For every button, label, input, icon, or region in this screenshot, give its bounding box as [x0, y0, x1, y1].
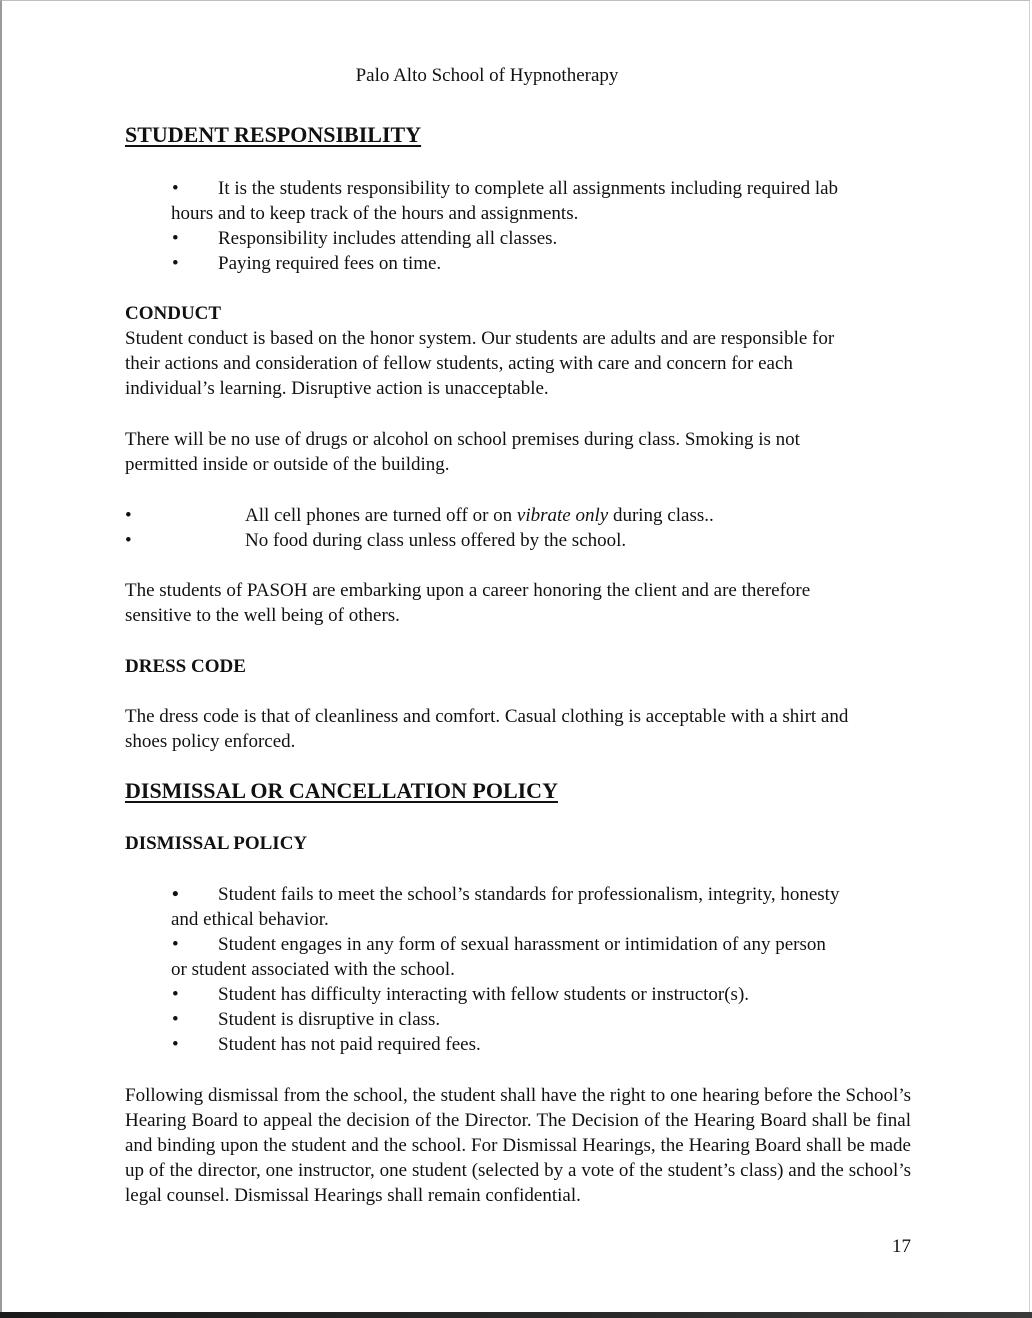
- cell-phone-rule-end: during class..: [608, 505, 714, 526]
- dismissal-item-5: Student has not paid required fees.: [218, 1034, 481, 1055]
- dismissal-item-2-line2: or student associated with the school.: [171, 959, 455, 980]
- conduct-drugs-line: permitted inside or outside of the building.: [125, 454, 450, 475]
- page-number: 17: [892, 1236, 911, 1257]
- dress-code-line: The dress code is that of cleanliness and comfort. Casual clothing is acceptable with a shirt and: [125, 706, 849, 727]
- bullet-marker: •: [172, 1034, 179, 1055]
- cell-phone-rule-start: All cell phones are turned off or on: [245, 505, 517, 526]
- bullet-marker: •: [125, 530, 132, 551]
- conduct-drugs-line: There will be no use of drugs or alcohol on school premises during class. Smoking is not: [125, 429, 800, 450]
- heading-dismissal-policy: DISMISSAL OR CANCELLATION POLICY: [125, 778, 558, 803]
- pasoh-statement-line: sensitive to the well being of others.: [125, 605, 400, 626]
- dismissal-item-2-line1: Student engages in any form of sexual harassment or intimidation of any person: [218, 934, 826, 955]
- bullet-marker: •: [172, 1009, 179, 1030]
- dismissal-item-3: Student has difficulty interacting with fellow students or instructor(s).: [218, 984, 750, 1005]
- bullet-marker: •: [172, 934, 179, 955]
- subheading-dismissal-policy: DISMISSAL POLICY: [125, 833, 308, 854]
- cell-phone-rule: [245, 503, 714, 528]
- heading-student-responsibility: STUDENT RESPONSIBILITY: [125, 122, 422, 147]
- bullet-marker: •: [172, 178, 179, 199]
- responsibility-item-1-line1: It is the students responsibility to complete all assignments including required lab: [218, 178, 839, 199]
- dismissal-item-1-line1: Student fails to meet the school’s standards for professionalism, integrity, honesty: [218, 884, 840, 905]
- dismissal-item-4: Student is disruptive in class.: [218, 1009, 441, 1030]
- hearing-paragraph: Following dismissal from the school, the student shall have the right to one hearing before the School’s Hearing Board to appeal the decision of the Director. The Decision of the Hearing Board shall be final and binding upon the student and the school. For Dismissal Hearings, the Hearing Board shall be made up of the director, one instructor, one student (selected by a vote of the student’s class) and the school’s legal counsel. Dismissal Hearings shall remain confidential.: [125, 1085, 911, 1206]
- bullet-marker: •: [172, 984, 179, 1005]
- heading-dress-code: DRESS CODE: [125, 656, 246, 677]
- responsibility-item-2: Responsibility includes attending all classes.: [218, 228, 558, 249]
- bullet-marker: •: [172, 253, 179, 274]
- responsibility-item-1-line2: hours and to keep track of the hours and assignments.: [171, 203, 579, 224]
- dress-code-line: shoes policy enforced.: [125, 731, 296, 752]
- pasoh-statement-line: The students of PASOH are embarking upon a career honoring the client and are therefore: [125, 580, 811, 601]
- responsibility-item-3: Paying required fees on time.: [218, 253, 442, 274]
- conduct-paragraph-line: Student conduct is based on the honor system. Our students are adults and are responsible for: [125, 328, 835, 349]
- cell-phone-rule-emphasis: vibrate only: [516, 505, 609, 526]
- running-header: Palo Alto School of Hypnotherapy: [355, 65, 619, 86]
- bullet-marker: •: [172, 884, 179, 905]
- food-rule: No food during class unless offered by the school.: [245, 530, 627, 551]
- heading-conduct: CONDUCT: [125, 303, 222, 324]
- page-bottom-edge: [0, 1312, 1032, 1318]
- bullet-marker: •: [172, 228, 179, 249]
- conduct-paragraph-line: individual’s learning. Disruptive action is unacceptable.: [125, 378, 549, 399]
- conduct-paragraph-line: their actions and consideration of fellow students, acting with care and concern for each: [125, 353, 793, 374]
- dismissal-item-1-line2: and ethical behavior.: [171, 909, 329, 930]
- bullet-marker: •: [125, 505, 132, 526]
